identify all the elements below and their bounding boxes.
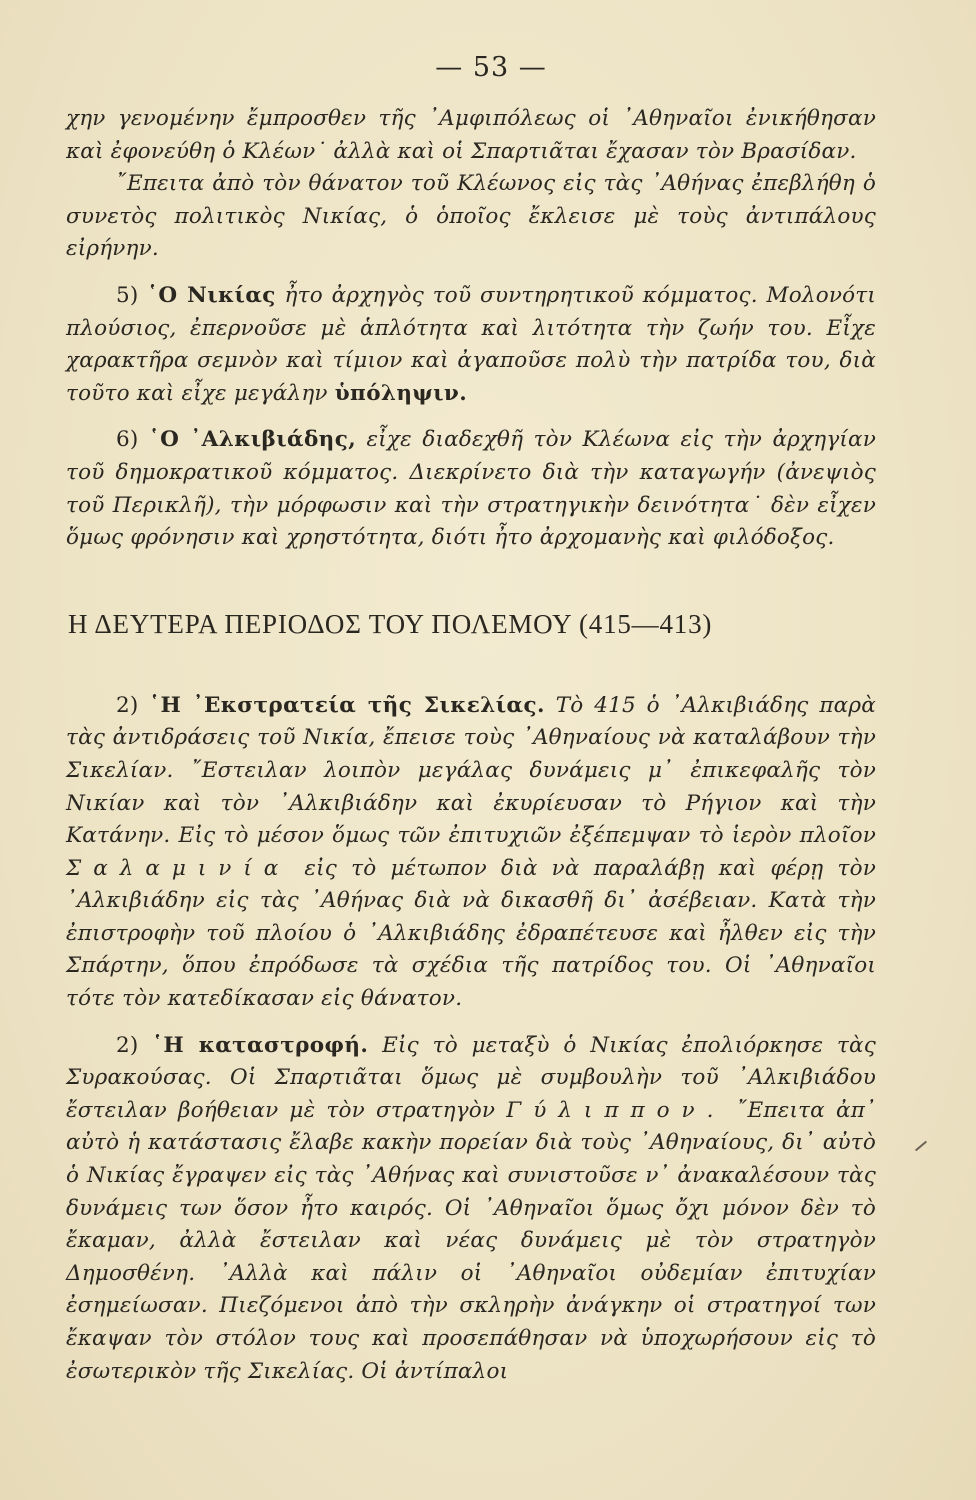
page-number: — 53 — [435,52,547,83]
section-heading: ῾Η ᾿Εκστρατεία τῆς Σικελίας. [149,692,545,718]
section-destruction [66,1030,876,1389]
section-text: ἦτο ἀρχηγὸς τοῦ συντηρητικοῦ κόμματος. Μολονότι πλούσιος, ἐπερνοῦσε μὲ ἁπλότητα καὶ λιτότητα τὴν ζωήν του. Εἶχε χαρακτῆρα σεμνὸν καὶ τίμιον καὶ ἀγαποῦσε πολὺ τὴν πατρίδα του, διὰ τοῦτο καὶ εἶχε μεγάλην [66,282,876,406]
spaced-name: Σαλαμινία [66,855,291,881]
section-heading: ῾Η καταστροφή. [152,1032,369,1058]
spaced-name: Γύλιππον. [506,1097,726,1123]
section-nikias [66,280,876,410]
paragraph-text: χην γενομένην ἔμπροσθεν τῆς ᾿Αμφιπόλεως οἱ ᾿Αθηναῖοι ἐνικήθησαν καὶ ἐφονεύθη ὁ Κλέων˙ ἀλλὰ καὶ οἱ Σπαρτιᾶται ἔχασαν τὸν Βρασίδαν. [66,106,876,164]
section-text: εἰς τὸ μέτωπον διὰ νὰ παραλάβῃ καὶ φέρῃ τὸν ᾿Αλκιβιάδην εἰς τὰς ᾿Αθήνας διὰ νὰ δικασθῆ δι᾿ ἀσέβειαν. Κατὰ τὴν ἐπιστροφὴν τοῦ πλοίου ὁ ᾿Αλκιβιάδης ἐδραπέτευσε καὶ ἦλθεν εἰς τὴν Σπάρτην, ὅπου ἐπρόδωσε τὰ σχέδια τῆς πατρίδος του. Οἱ ᾿Αθηναῖοι τότε τὸν κατεδίκασαν εἰς θάνατον. [66,855,876,1012]
section-alcibiades [66,424,876,554]
section-number: 5) [116,282,139,308]
emphasis-text: ὑπόληψιν. [334,380,468,406]
section-text: εἶχε διαδεχθῆ τὸν Κλέωνα εἰς τὴν ἀρχηγίαν τοῦ δημοκρατικοῦ κόμματος. Διεκρίνετο διὰ τὴν καταγωγήν (ἀνεψιὸς τοῦ Περικλῆ), τὴν μόρφωσιν καὶ τὴν στρατηγικὴν δεινότητα˙ δὲν εἶχεν ὅμως φρόνησιν καὶ χρηστότητα, διότι ἦτο ἀρχομανὴς καὶ φιλόδοξος. [66,427,876,551]
section-heading: ῾Ο ᾿Αλκιβιάδης, [148,427,357,453]
section-heading: ῾Ο Νικίας [147,282,276,308]
document-page [66,52,876,1396]
section-number: 2) [116,692,139,718]
section-number: 6) [116,427,139,453]
section-number: 2) [116,1032,139,1058]
margin-pencil-mark [915,1141,927,1152]
section-text: Εἰς τὸ μεταξὺ ὁ Νικίας ἐπολιόρκησε τὰς Συρακούσας. Οἱ Σπαρτιᾶται ὅμως μὲ συμβουλὴν τοῦ ᾿Αλκιβιάδου ἔστειλαν βοήθειαν μὲ τὸν στρατηγὸν [66,1032,877,1123]
section-sicilian-expedition [66,690,876,1016]
paragraph-amphipolis [66,103,876,266]
section-text: Τὸ 415 ὁ ᾿Αλκιβιάδης παρὰ τὰς ἀντιδράσεις τοῦ Νικία, ἔπεισε τοὺς ᾿Αθηναίους νὰ καταλάβουν τὴν Σικελίαν. ῎Εστειλαν λοιπὸν μεγάλας δυνάμεις μ᾿ ἐπικεφαλῆς τὸν Νικίαν καὶ τὸν ᾿Αλκιβιάδην καὶ ἐκυρίευσαν τὸ Ρήγιον καὶ τὴν Κατάνην. Εἰς τὸ μέσον ὅμως τῶν ἐπιτυχιῶν ἐξέπεμψαν τὸ ἱερὸν πλοῖον [66,692,876,849]
paragraph-text: ῎Επειτα ἀπὸ τὸν θάνατον τοῦ Κλέωνος εἰς τὰς ᾿Αθήνας ἐπεβλήθη ὁ συνετὸς πολιτικὸς Νικίας, ὁ ὁποῖος ἔκλεισε μὲ τοὺς ἀντιπάλους εἰρήνην. [66,171,876,262]
chapter-title: Η ΔΕΥΤΕΡΑ ΠΕΡΙΟΔΟΣ ΤΟΥ ΠΟΛΕΜΟΥ (415—413) [68,608,713,639]
section-text: ῎Επειτα ἀπ᾿ αὐτὸ ἡ κατάστασις ἔλαβε κακὴν πορείαν διὰ τοὺς ᾿Αθηναίους, δι᾿ αὐτὸ ὁ Νικίας ἔγραψεν εἰς τὰς ᾿Αθήνας καὶ συνιστοῦσε ν᾿ ἀνακαλέσουν τὰς δυνάμεις των ὅσον ἦτο καιρός. Οἱ ᾿Αθηναῖοι ὅμως ὄχι μόνον δὲν τὸ ἔκαμαν, ἀλλὰ ἔστειλαν καὶ νέας δυνάμεις μὲ τὸν στρατηγὸν Δημοσθένη. ᾿Αλλὰ καὶ πάλιν οἱ ᾿Αθηναῖοι οὐδεμίαν ἐπιτυχίαν ἐσημείωσαν. Πιεζόμενοι ἀπὸ τὴν σκληρὴν ἀνάγκην οἱ στρατηγοί των ἔκαψαν τὸν στόλον τους καὶ προσεπάθησαν νὰ ὑποχωρήσουν εἰς τὸ ἐσωτερικὸν τῆς Σικελίας. Οἱ ἀντίπαλοι [66,1097,876,1384]
